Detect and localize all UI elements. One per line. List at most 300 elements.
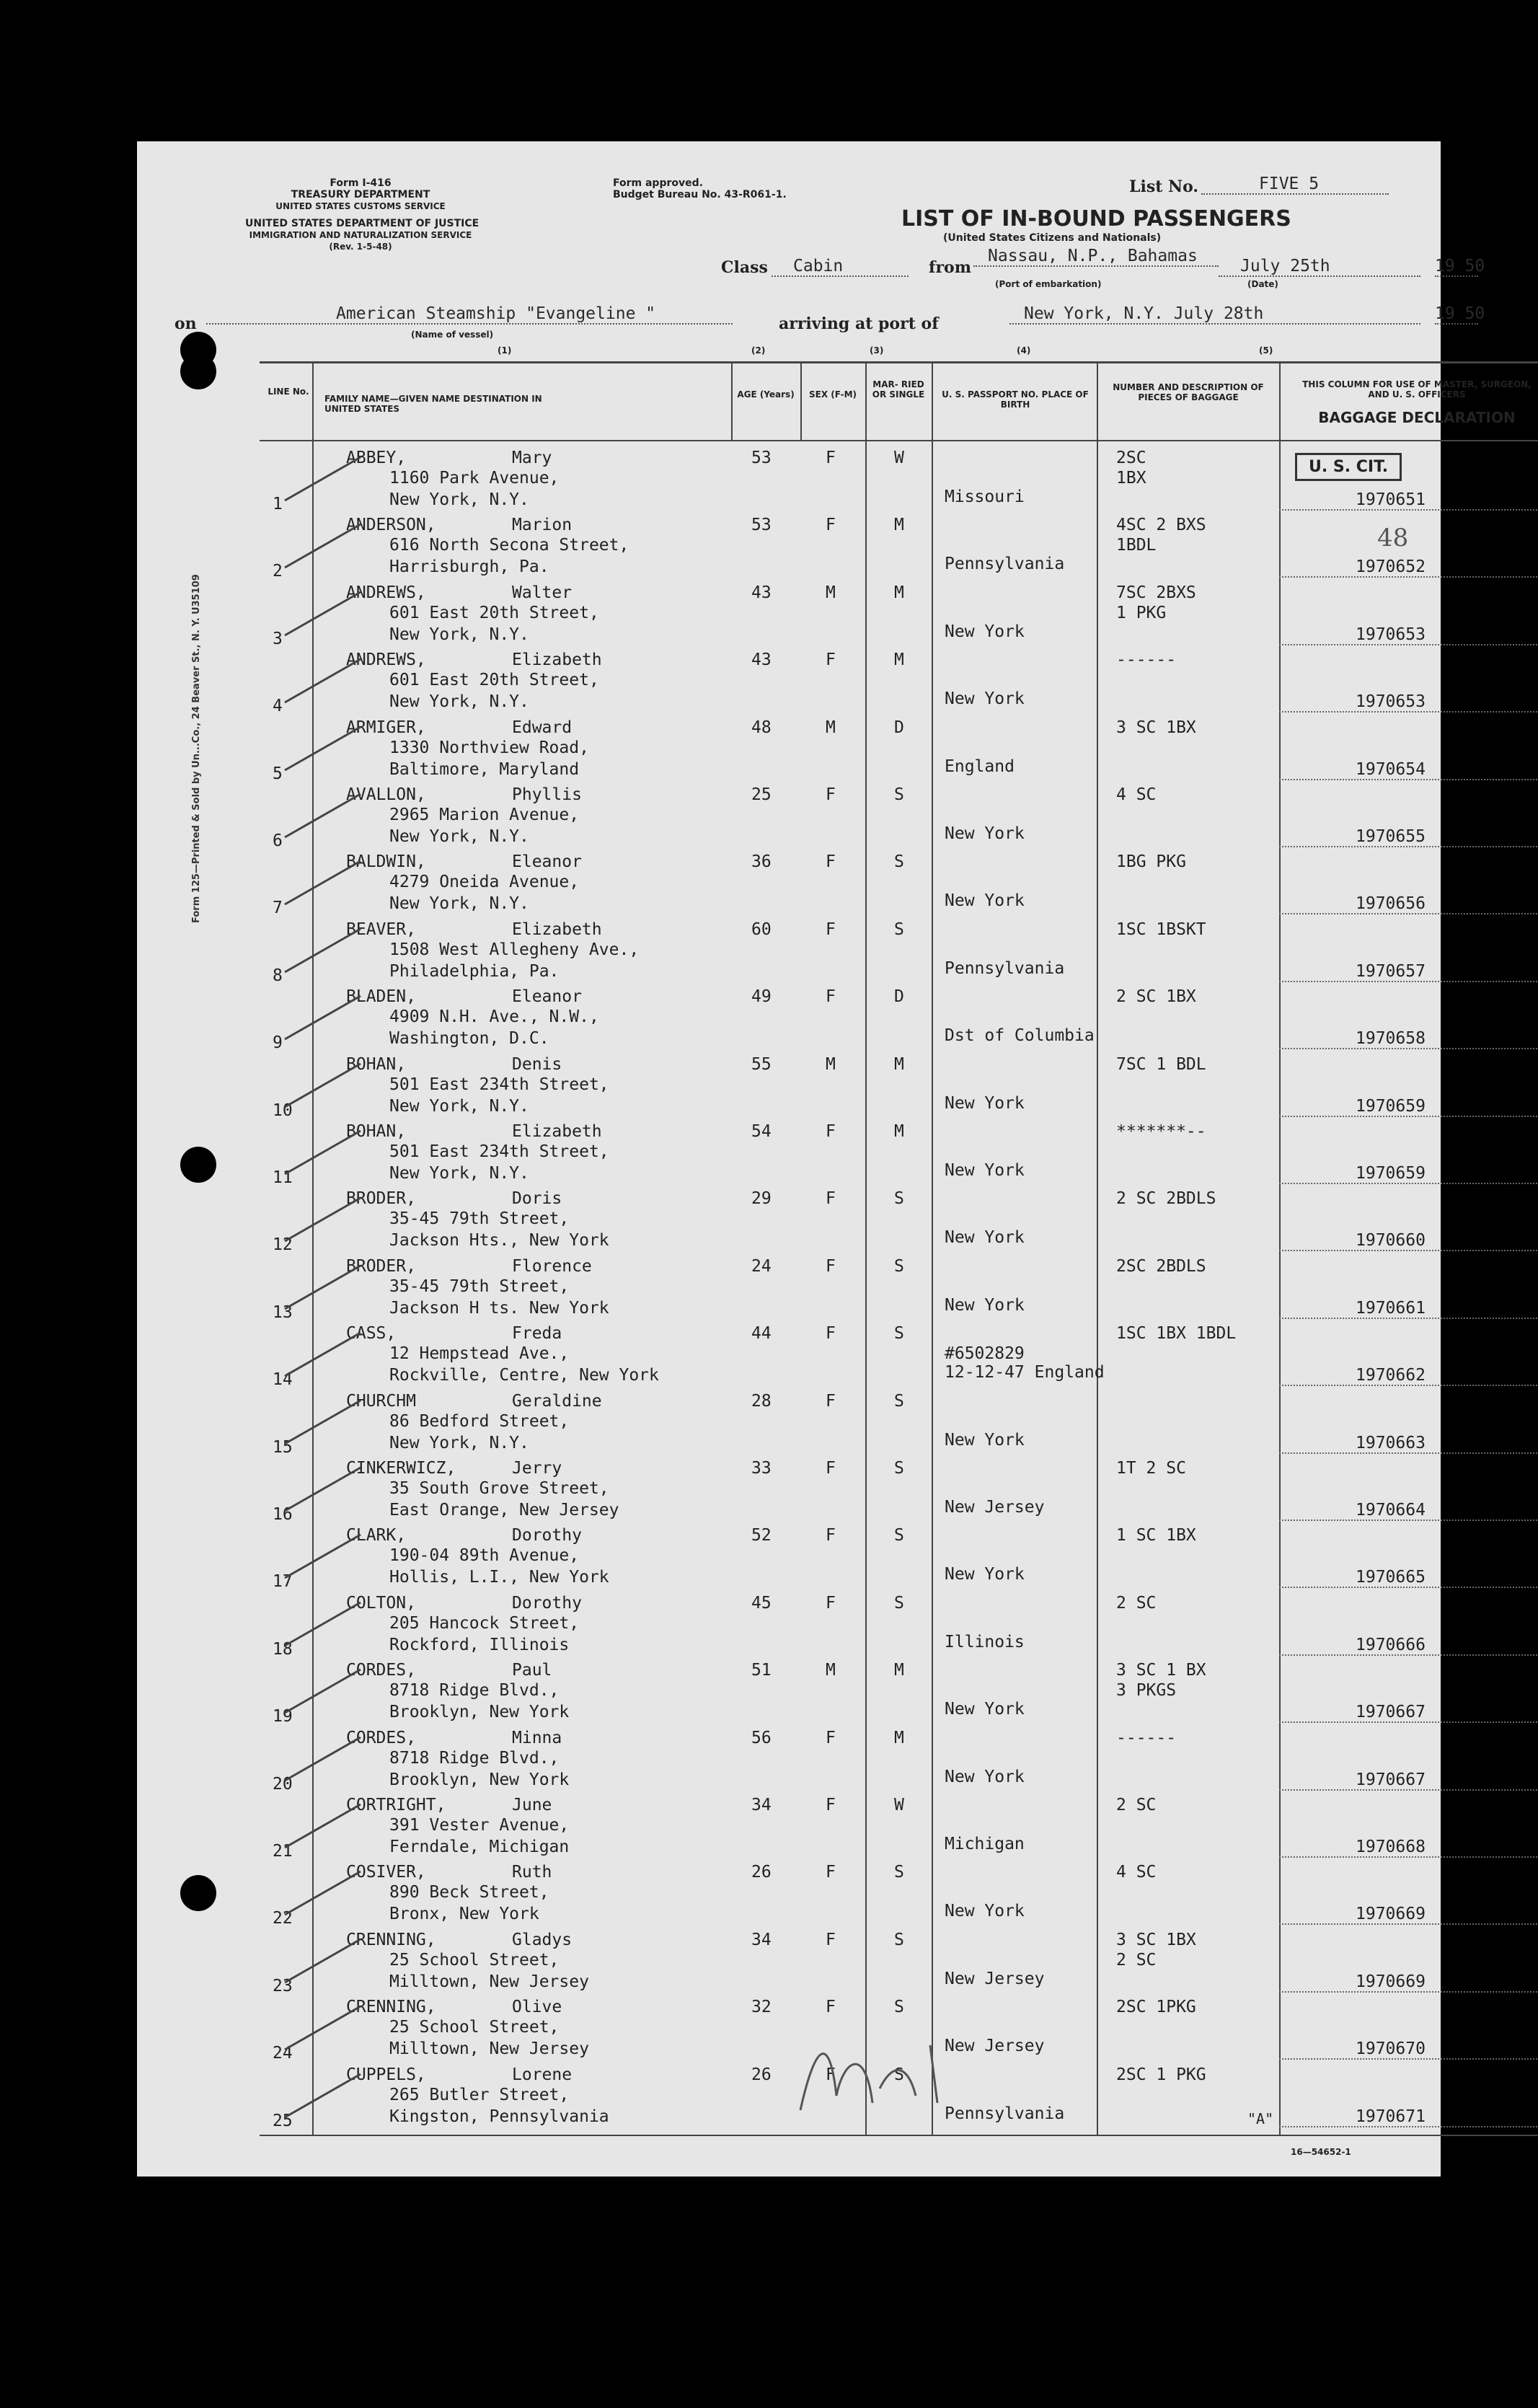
- check-mark: [281, 585, 368, 643]
- age: 44: [751, 1324, 772, 1344]
- address-line-1: 501 East 234th Street,: [389, 1142, 609, 1161]
- sex: F: [826, 1459, 836, 1478]
- table-row: [137, 1386, 1441, 1457]
- sex: F: [826, 1256, 836, 1276]
- table-row: [137, 914, 1441, 985]
- col-header-officer: THIS COLUMN FOR USE OF MASTER, SURGEON, AND U. S. OFFICERS: [1302, 379, 1532, 400]
- class-value: Cabin: [772, 257, 909, 277]
- place-of-birth: Pennsylvania: [945, 2104, 1065, 2123]
- family-name: COLTON,: [346, 1593, 416, 1613]
- given-name: Jerry: [512, 1459, 562, 1478]
- port-embarkation-value: Nassau, N.P., Bahamas: [973, 247, 1219, 267]
- declaration-number: 1970665: [1356, 1568, 1426, 1587]
- address-line-1: 391 Vester Avenue,: [389, 1816, 570, 1835]
- sex: F: [826, 650, 836, 670]
- sex: F: [826, 1863, 836, 1882]
- check-mark: [281, 1730, 368, 1788]
- family-name: CASS,: [346, 1324, 397, 1344]
- arriving-label: arriving at port of: [779, 314, 939, 333]
- address-line-2: Kingston, Pennsylvania: [389, 2107, 609, 2126]
- address-line-2: Ferndale, Michigan: [389, 1838, 570, 1856]
- check-mark: [281, 922, 368, 979]
- declaration-number: 1970666: [1356, 1635, 1426, 1654]
- col-header-baggage-declaration: BAGGAGE DECLARATION: [1318, 409, 1516, 426]
- address-line-1: 1508 West Allegheny Ave.,: [389, 940, 640, 959]
- place-of-birth: New York: [945, 689, 1025, 709]
- place-of-birth: 12-12-47 England: [945, 1363, 1105, 1382]
- year-1: 19 50: [1435, 257, 1485, 275]
- family-name: ANDREWS,: [346, 583, 426, 602]
- binder-hole: [180, 1875, 216, 1911]
- baggage-line-1: 4SC 2 BXS: [1116, 516, 1206, 535]
- vessel-note: (Name of vessel): [411, 330, 494, 340]
- given-name: Mary: [512, 449, 552, 467]
- place-of-birth: New York: [945, 1700, 1025, 1719]
- age: 34: [751, 1930, 772, 1949]
- family-name: BLADEN,: [346, 987, 416, 1007]
- address-line-1: 35-45 79th Street,: [389, 1276, 570, 1296]
- age: 36: [751, 852, 772, 872]
- declaration-number: 1970667: [1356, 1703, 1426, 1722]
- row-line-number: 15: [273, 1437, 293, 1457]
- col-header-married: MAR- RIED OR SINGLE: [872, 379, 925, 400]
- given-name: Gladys: [512, 1930, 573, 1949]
- given-name: Elizabeth: [512, 650, 602, 670]
- form-number: Form I-416: [330, 177, 392, 189]
- table-row: [137, 578, 1441, 648]
- place-of-birth: New Jersey: [945, 2037, 1045, 2056]
- row-line-number: 20: [273, 1774, 293, 1794]
- table-row: [137, 1318, 1441, 1390]
- vessel-name: American Steamship "Evangeline ": [206, 304, 733, 325]
- declaration-number: 1970658: [1356, 1029, 1426, 1049]
- from-label: from: [929, 258, 972, 277]
- sex: F: [826, 1122, 836, 1141]
- given-name: Lorene: [512, 2065, 573, 2084]
- address-line-2: New York, N.Y.: [389, 490, 529, 509]
- address-line-2: Bronx, New York: [389, 1905, 539, 1924]
- given-name: Marion: [512, 516, 573, 535]
- age: 51: [751, 1661, 772, 1680]
- marital-status: M: [894, 650, 904, 670]
- age: 34: [751, 1796, 772, 1814]
- address-line-2: Hollis, L.I., New York: [389, 1568, 609, 1587]
- family-name: CORDES,: [346, 1728, 416, 1747]
- baggage-line-1: ------: [1116, 1728, 1177, 1747]
- family-name: BOHAN,: [346, 1122, 407, 1141]
- given-name: Olive: [512, 1998, 562, 2017]
- given-name: Edward: [512, 718, 573, 737]
- age: 26: [751, 1863, 772, 1882]
- table-row: [137, 645, 1441, 716]
- row-line-number: 12: [273, 1235, 293, 1255]
- row-line-number: 25: [273, 2111, 293, 2130]
- sex: F: [826, 1324, 836, 1344]
- form-title: LIST OF IN-BOUND PASSENGERS: [901, 206, 1291, 231]
- age: 24: [751, 1256, 772, 1276]
- baggage-line-1: 3 SC 1BX: [1116, 718, 1196, 737]
- family-name: ANDERSON,: [346, 516, 436, 535]
- family-name: BEAVER,: [346, 919, 416, 939]
- sex: F: [826, 1796, 836, 1814]
- declaration-number: 1970670: [1356, 2039, 1426, 2059]
- table-row: [137, 1049, 1441, 1120]
- marital-status: S: [894, 1324, 904, 1344]
- col-num-5: (5): [1259, 345, 1273, 356]
- sex: F: [826, 1526, 836, 1545]
- family-name: CRENNING,: [346, 1998, 436, 2017]
- address-line-2: Harrisburgh, Pa.: [389, 557, 549, 577]
- age: 56: [751, 1728, 772, 1747]
- place-of-birth: New York: [945, 1093, 1025, 1113]
- declaration-number: 1970657: [1356, 961, 1426, 981]
- address-line-1: 601 East 20th Street,: [389, 671, 599, 690]
- declaration-number: 1970664: [1356, 1501, 1426, 1520]
- marital-status: S: [894, 1391, 904, 1411]
- place-of-birth: New York: [945, 622, 1025, 641]
- family-name: CLARK,: [346, 1526, 407, 1545]
- marital-status: S: [894, 785, 904, 804]
- table-row: [137, 1655, 1441, 1726]
- table-row: [137, 847, 1441, 918]
- given-name: Eleanor: [512, 987, 582, 1007]
- address-line-1: 890 Beck Street,: [389, 1883, 549, 1902]
- given-name: Walter: [512, 583, 573, 602]
- declaration-number: 1970667: [1356, 1770, 1426, 1789]
- printer-imprint: Form 125—Printed & Sold by Un...Co., 24 Beaver St., N. Y. U35109: [191, 574, 202, 923]
- age: 45: [751, 1593, 772, 1613]
- marital-status: S: [894, 1593, 904, 1613]
- sex: F: [826, 785, 836, 804]
- address-line-1: 4909 N.H. Ave., N.W.,: [389, 1007, 599, 1027]
- family-name: AVALLON,: [346, 785, 426, 804]
- check-mark: [281, 1595, 368, 1653]
- place-of-birth: New Jersey: [945, 1498, 1045, 1517]
- address-line-2: Jackson H ts. New York: [389, 1298, 609, 1318]
- declaration-number: 1970668: [1356, 1838, 1426, 1856]
- given-name: Minna: [512, 1728, 562, 1747]
- sex: F: [826, 919, 836, 939]
- address-line-1: 8718 Ridge Blvd.,: [389, 1748, 560, 1768]
- family-name: BALDWIN,: [346, 852, 426, 872]
- address-line-2: Jackson Hts., New York: [389, 1231, 609, 1251]
- address-line-2: Washington, D.C.: [389, 1029, 549, 1049]
- marital-status: W: [894, 1796, 904, 1814]
- baggage-line-1: 4 SC: [1116, 1863, 1157, 1882]
- col-num-4: (4): [1017, 345, 1031, 356]
- row-line-number: 1: [273, 495, 283, 513]
- table-row: [137, 1857, 1441, 1928]
- marital-status: S: [894, 1526, 904, 1545]
- declaration-number: 1970659: [1356, 1096, 1426, 1116]
- check-mark: [281, 450, 368, 508]
- given-name: Phyllis: [512, 785, 582, 804]
- table-bottom-rule: [260, 2135, 1538, 2136]
- footer-code: 16—54652-1: [1291, 2147, 1351, 2157]
- given-name: Elizabeth: [512, 1122, 602, 1141]
- date-note: (Date): [1247, 279, 1278, 289]
- address-line-1: 265 Butler Street,: [389, 2085, 570, 2104]
- declaration-number: 1970659: [1356, 1164, 1426, 1183]
- address-line-2: Milltown, New Jersey: [389, 1972, 589, 1991]
- table-row: [137, 1453, 1441, 1524]
- baggage-line-1: 2 SC: [1116, 1796, 1157, 1814]
- given-name: Dorothy: [512, 1593, 582, 1613]
- col-header-sex: SEX (F-M): [809, 389, 857, 400]
- row-line-number: 17: [273, 1572, 293, 1592]
- table-row: [137, 1251, 1441, 1322]
- check-mark: [281, 1460, 368, 1518]
- baggage-line-1: 3 SC 1BX: [1116, 1930, 1196, 1949]
- address-line-1: 25 School Street,: [389, 1950, 560, 1970]
- sex: F: [826, 449, 836, 467]
- binder-hole: [180, 1147, 216, 1183]
- check-mark: [281, 1864, 368, 1922]
- baggage-line-1: 2SC 1 PKG: [1116, 2065, 1206, 2084]
- baggage-line-2: 1BDL: [1116, 536, 1157, 555]
- marital-status: M: [894, 516, 904, 535]
- row-line-number: 3: [273, 629, 283, 648]
- us-citizen-stamp: U. S. CIT.: [1295, 453, 1402, 481]
- passport-no: #6502829: [945, 1344, 1025, 1364]
- declaration-number: 1970651: [1356, 490, 1426, 509]
- check-mark: [281, 1124, 368, 1181]
- address-line-2: Milltown, New Jersey: [389, 2039, 589, 2059]
- age: 28: [751, 1391, 772, 1411]
- row-line-number: 7: [273, 899, 283, 918]
- baggage-line-1: 1 SC 1BX: [1116, 1526, 1196, 1545]
- age: 60: [751, 919, 772, 939]
- sex: F: [826, 1728, 836, 1747]
- table-row: [137, 1520, 1441, 1592]
- age: 53: [751, 516, 772, 535]
- address-line-1: 190-04 89th Avenue,: [389, 1546, 580, 1566]
- check-mark: [281, 1326, 368, 1383]
- customs-service: UNITED STATES CUSTOMS SERVICE: [275, 201, 446, 211]
- family-name: BOHAN,: [346, 1054, 407, 1074]
- class-label: Class: [721, 258, 768, 277]
- check-mark: [281, 1999, 368, 2057]
- address-line-1: 601 East 20th Street,: [389, 603, 599, 622]
- marital-status: S: [894, 1189, 904, 1209]
- declaration-number: 1970669: [1356, 1905, 1426, 1924]
- check-mark: [281, 517, 368, 575]
- table-header-rule: [260, 440, 1538, 441]
- baggage-line-1: 2 SC 2BDLS: [1116, 1189, 1216, 1209]
- marital-status: S: [894, 1256, 904, 1276]
- address-line-2: Philadelphia, Pa.: [389, 961, 560, 981]
- baggage-line-1: 7SC 2BXS: [1116, 583, 1196, 602]
- given-name: Ruth: [512, 1863, 552, 1882]
- address-line-2: New York, N.Y.: [389, 692, 529, 712]
- address-line-1: 35 South Grove Street,: [389, 1479, 609, 1498]
- declaration-number: 1970653: [1356, 625, 1426, 644]
- declaration-number: 1970653: [1356, 692, 1426, 712]
- address-line-1: 25 School Street,: [389, 2018, 560, 2037]
- row-line-number: 18: [273, 1639, 293, 1659]
- age: 25: [751, 785, 772, 804]
- sex: F: [826, 1998, 836, 2017]
- place-of-birth: New York: [945, 1228, 1025, 1248]
- baggage-line-1: 2 SC: [1116, 1593, 1157, 1613]
- manifest-page: [137, 141, 1532, 2177]
- col-header-passport: U. S. PASSPORT NO. PLACE OF BIRTH: [942, 389, 1089, 410]
- row-line-number: 16: [273, 1505, 293, 1524]
- sex: M: [826, 1661, 836, 1680]
- baggage-line-1: 3 SC 1 BX: [1116, 1661, 1206, 1680]
- baggage-line-2: 1 PKG: [1116, 603, 1167, 622]
- address-line-2: New York, N.Y.: [389, 827, 529, 846]
- row-separator: [1279, 2126, 1538, 2127]
- row-line-number: 23: [273, 1976, 293, 1995]
- given-name: Dorothy: [512, 1526, 582, 1545]
- table-row: [137, 443, 1441, 511]
- family-name: ABBEY,: [346, 449, 407, 467]
- place-of-birth: Pennsylvania: [945, 555, 1065, 574]
- place-of-birth: Illinois: [945, 1632, 1025, 1651]
- age: 33: [751, 1459, 772, 1478]
- family-name: CUPPELS,: [346, 2065, 426, 2084]
- check-mark: [281, 1662, 368, 1720]
- given-name: Elizabeth: [512, 919, 602, 939]
- marital-status: S: [894, 1459, 904, 1478]
- sex: F: [826, 852, 836, 872]
- sex: F: [826, 1189, 836, 1209]
- marital-status: M: [894, 1054, 904, 1074]
- baggage-line-1: 1SC 1BX 1BDL: [1116, 1324, 1237, 1344]
- age: 48: [751, 718, 772, 737]
- declaration-number: 1970669: [1356, 1972, 1426, 1991]
- table-row: [137, 982, 1441, 1053]
- row-line-number: 8: [273, 966, 283, 985]
- family-name: BRODER,: [346, 1256, 416, 1276]
- check-mark: [281, 1057, 368, 1114]
- baggage-line-2: 1BX: [1116, 469, 1146, 488]
- family-name: ANDREWS,: [346, 650, 426, 670]
- family-name: CORDES,: [346, 1661, 416, 1680]
- table-row: [137, 1723, 1441, 1794]
- address-line-1: 12 Hempstead Ave.,: [389, 1344, 570, 1364]
- age: 54: [751, 1122, 772, 1141]
- check-mark: [281, 720, 368, 777]
- col-num-1: (1): [498, 345, 512, 356]
- check-mark: [281, 989, 368, 1046]
- address-line-1: 1330 Northview Road,: [389, 738, 589, 757]
- marital-status: M: [894, 1661, 904, 1680]
- age: 26: [751, 2065, 772, 2084]
- declaration-number: 1970663: [1356, 1433, 1426, 1452]
- place-of-birth: New York: [945, 1161, 1025, 1180]
- declaration-number: 1970662: [1356, 1366, 1426, 1385]
- marital-status: S: [894, 852, 904, 872]
- marital-status: W: [894, 449, 904, 467]
- marital-status: D: [894, 718, 904, 737]
- col-header-name: FAMILY NAME—GIVEN NAME DESTINATION IN UNITED STATES: [324, 394, 542, 414]
- row-line-number: 21: [273, 1842, 293, 1861]
- baggage-line-1: 4 SC: [1116, 785, 1157, 804]
- handwritten-initials: [786, 2016, 1002, 2132]
- place-of-birth: New York: [945, 1295, 1025, 1315]
- col-num-2: (2): [751, 345, 766, 356]
- binder-hole: [180, 353, 216, 389]
- sex: M: [826, 583, 836, 602]
- check-mark: [281, 1797, 368, 1855]
- immigration-service: IMMIGRATION AND NATURALIZATION SERVICE: [249, 230, 472, 240]
- final-mark: "A": [1247, 2110, 1274, 2127]
- address-line-2: Brooklyn, New York: [389, 1703, 570, 1722]
- address-line-1: 1160 Park Avenue,: [389, 469, 560, 488]
- declaration-number: 1970671: [1356, 2107, 1426, 2126]
- address-line-1: 86 Bedford Street,: [389, 1411, 570, 1431]
- declaration-number: 1970656: [1356, 894, 1426, 914]
- baggage-line-1: 2SC 2BDLS: [1116, 1256, 1206, 1276]
- row-line-number: 9: [273, 1033, 283, 1053]
- list-no-value: FIVE 5: [1201, 175, 1389, 195]
- sex: F: [826, 1593, 836, 1613]
- table-row: [137, 1116, 1441, 1187]
- row-line-number: 5: [273, 764, 283, 783]
- address-line-2: New York, N.Y.: [389, 625, 529, 644]
- marital-status: M: [894, 583, 904, 602]
- family-name: BRODER,: [346, 1189, 416, 1209]
- age: 32: [751, 1998, 772, 2017]
- marital-status: M: [894, 1728, 904, 1747]
- place-of-birth: New York: [945, 1430, 1025, 1450]
- address-line-2: New York, N.Y.: [389, 1096, 529, 1116]
- age: 52: [751, 1526, 772, 1545]
- check-mark: [281, 2067, 368, 2125]
- check-mark: [281, 1258, 368, 1316]
- table-row: [137, 1790, 1441, 1861]
- baggage-line-1: 1SC 1BSKT: [1116, 919, 1206, 939]
- address-line-2: East Orange, New Jersey: [389, 1501, 619, 1520]
- check-mark: [281, 1932, 368, 1990]
- age: 53: [751, 449, 772, 467]
- port-embarkation-note: (Port of embarkation): [995, 279, 1102, 289]
- declaration-number: 1970654: [1356, 759, 1426, 779]
- embark-date-value: July 25th: [1219, 257, 1420, 277]
- year-2: 19 50: [1435, 304, 1485, 323]
- place-of-birth: Pennsylvania: [945, 958, 1065, 978]
- family-name: CORTRIGHT,: [346, 1796, 446, 1814]
- place-of-birth: New York: [945, 891, 1025, 911]
- row-line-number: 11: [273, 1168, 293, 1187]
- row-line-number: 10: [273, 1101, 293, 1120]
- form-approved: Form approved.: [613, 177, 703, 189]
- baggage-line-1: 1T 2 SC: [1116, 1459, 1186, 1478]
- row-line-number: 13: [273, 1302, 293, 1322]
- baggage-line-1: *******--: [1116, 1122, 1206, 1141]
- address-line-2: Baltimore, Maryland: [389, 759, 580, 779]
- table-row: [137, 1925, 1441, 1993]
- row-line-number: 22: [273, 1909, 293, 1928]
- check-mark: [281, 1527, 368, 1585]
- given-name: Freda: [512, 1324, 562, 1344]
- family-name: CINKERWICZ,: [346, 1459, 456, 1478]
- table-row: [137, 713, 1441, 783]
- marital-status: M: [894, 1122, 904, 1141]
- age: 49: [751, 987, 772, 1007]
- address-line-2: New York, N.Y.: [389, 894, 529, 914]
- place-of-birth: England: [945, 757, 1015, 776]
- address-line-1: 501 East 234th Street,: [389, 1075, 609, 1094]
- on-label: on: [174, 314, 197, 333]
- given-name: Florence: [512, 1256, 592, 1276]
- place-of-birth: New York: [945, 1565, 1025, 1584]
- family-name: ARMIGER,: [346, 718, 426, 737]
- budget-bureau: Budget Bureau No. 43-R061-1.: [613, 189, 787, 200]
- table-top-rule: [260, 361, 1538, 363]
